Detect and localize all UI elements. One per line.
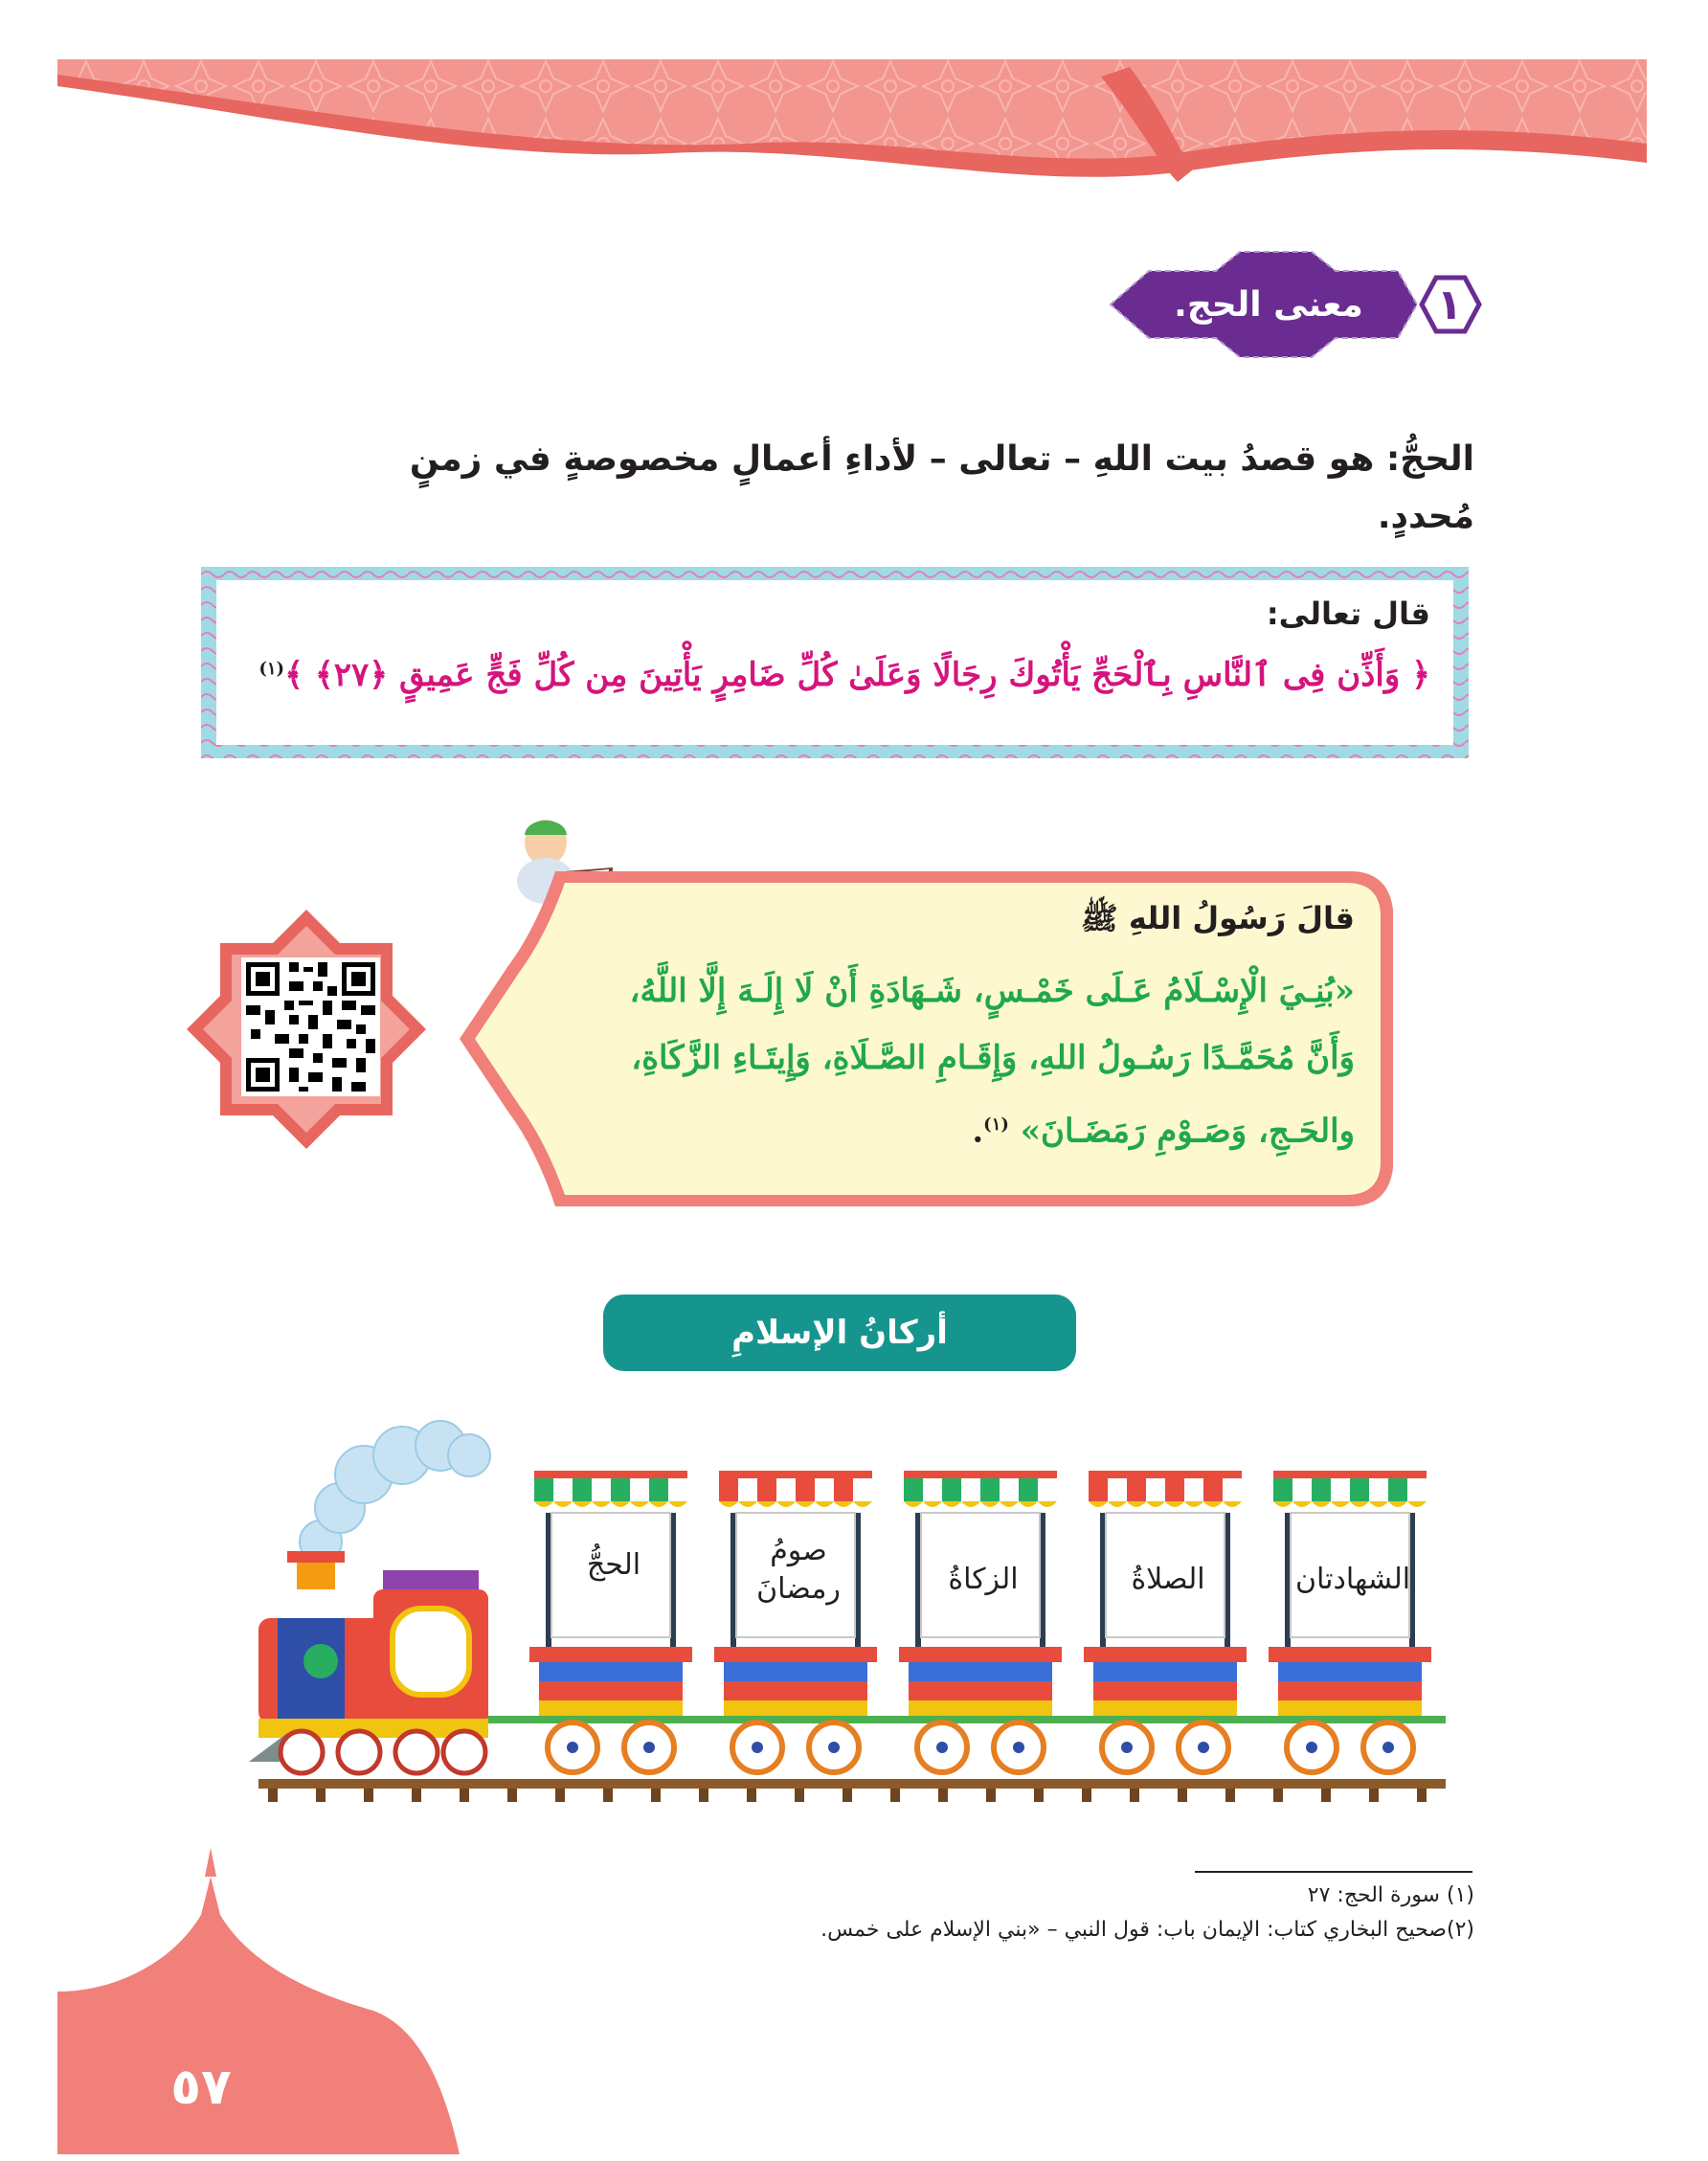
footnote-rule <box>1195 1871 1472 1873</box>
section-number: ١ <box>1436 280 1463 329</box>
hadith-line-2: وَأَنَّ مُحَمَّـدًا رَسُـولُ اللهِ، وَإِقَـامِ الصَّـلَاةِ، وَإِيتَـاءِ الزَّكَاةِ، <box>631 1039 1355 1077</box>
car-label-salah: الصلاةُ <box>1131 1563 1205 1596</box>
verse-footnote-ref: (١) <box>258 658 285 679</box>
car-label-sawm-line-2: رمضانَ <box>756 1572 841 1606</box>
header-ribbon <box>0 0 1708 249</box>
footnote-1: (١) سورة الحج: ٢٧ <box>1307 1883 1474 1907</box>
hadith-line-1: «بُنِـيَ الْإِسْـلَامُ عَـلَى خَمْـسٍ، شَـهَادَةِ أَنْ لَا إِلَـهَ إِلَّا اللَّهُ، <box>629 972 1355 1010</box>
hadith-line-3-end: . <box>972 1112 984 1151</box>
car-label-zakah: الزكاةُ <box>948 1563 1019 1596</box>
page-number: ٥٧ <box>170 2059 232 2116</box>
definition-text: هو قصدُ بيت اللهِ – تعالى – لأداءِ أعمالٍ مخصوصةٍ في زمنٍ مُحددٍ. <box>409 439 1474 536</box>
quran-verse-box <box>201 567 1469 758</box>
pillars-banner: أركانُ الإسلامِ <box>603 1294 1076 1371</box>
car-label-hajj: الحجُّ <box>586 1548 641 1582</box>
hadith-footnote-ref: (١) <box>983 1114 1009 1135</box>
train-wagons <box>249 1417 1474 1819</box>
hadith-line-3 <box>512 1092 1355 1164</box>
hadith-line-3-text: والحَـجِ، وَصَـوْمِ رَمَضَـانَ» <box>1020 1112 1355 1151</box>
hadith-box <box>450 862 1407 1216</box>
definition-term: الحجُّ: <box>1385 439 1474 479</box>
quran-verse <box>258 655 1430 694</box>
footnotes <box>670 1879 1474 1947</box>
car-label-sawm <box>727 1532 870 1609</box>
car-label-sawm-line-1: صومُ <box>770 1534 827 1567</box>
verse-text: ﴿ وَأَذِّن فِى ٱلنَّاسِ بِٱلْحَجِّ يَأْتُوكَ رِجَالًا وَعَلَىٰ كُلِّ ضَامِرٍ يَأْتِينَ مِن كُلِّ فَجٍّ عَمِيقٍ ﴿٢٧﴾ ﴾ <box>284 656 1430 694</box>
car-label-shahada: الشهادتان <box>1294 1563 1411 1596</box>
quran-intro: قال تعالى: <box>1266 596 1430 632</box>
section-title: معنى الحج. <box>1174 284 1363 325</box>
hajj-definition <box>364 431 1474 546</box>
qr-code[interactable] <box>241 957 380 1096</box>
pillars-train <box>249 1417 1474 1819</box>
section-heading <box>1072 244 1484 365</box>
footnote-2: (٢)صحيح البخاري كتاب: الإيمان باب: قول النبي – «بني الإسلام على خمس. <box>820 1918 1474 1942</box>
hadith-speaker: قالَ رَسُولُ اللهِ ﷺ <box>1081 900 1355 936</box>
hadith-text <box>512 957 1355 1164</box>
